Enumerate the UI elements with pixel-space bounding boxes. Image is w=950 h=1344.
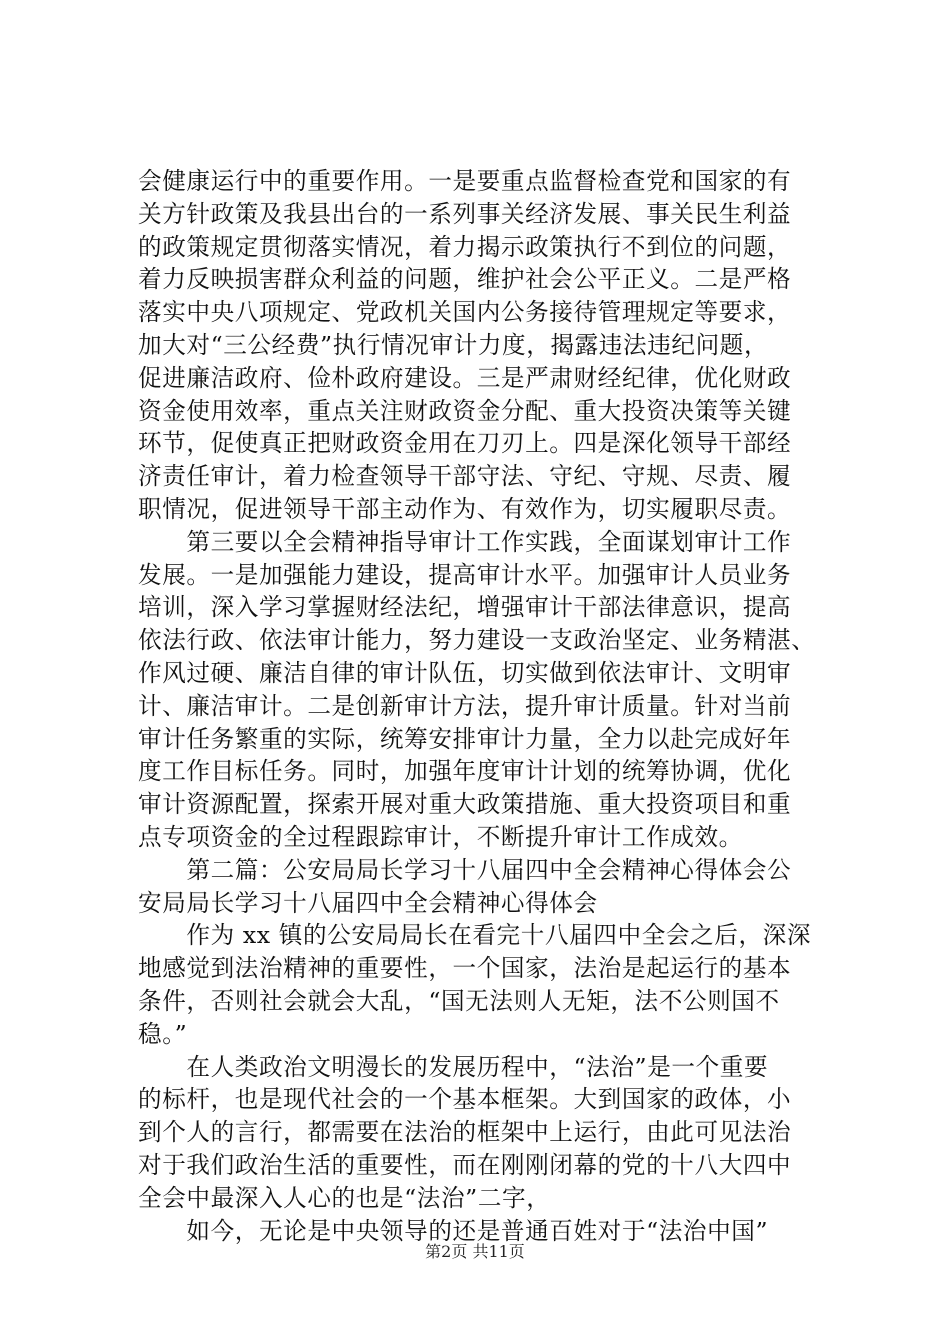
text-line: 促进廉洁政府、俭朴政府建设。三是严肃财经纪律，优化财政 xyxy=(138,363,792,392)
text-line: 加大对“三公经费”执行情况审计力度，揭露违法违纪问题， xyxy=(138,330,769,359)
text-line: 落实中央八项规定、党政机关国内公务接待管理规定等要求， xyxy=(138,298,792,327)
text-line: 度工作目标任务。同时，加强年度审计计划的统筹协调，优化 xyxy=(138,757,792,786)
body-text xyxy=(138,165,818,1247)
text-line: 审计任务繁重的实际，统筹安排审计力量，全力以赴完成好年 xyxy=(138,724,792,753)
section-heading-line: 第二篇：公安局局长学习十八届四中全会精神心得体会公 xyxy=(138,855,792,884)
text-line: 的政策规定贯彻落实情况，着力揭示政策执行不到位的问题， xyxy=(138,232,792,261)
text-line: 培训，深入学习掌握财经法纪，增强审计干部法律意识，提高 xyxy=(138,593,792,622)
page-footer xyxy=(0,1242,950,1262)
text-line: 对于我们政治生活的重要性，而在刚刚闭幕的党的十八大四中 xyxy=(138,1150,792,1179)
paragraph-start-line: 第三要以全会精神指导审计工作实践，全面谋划审计工作 xyxy=(138,527,792,556)
text-line: 资金使用效率，重点关注财政资金分配、重大投资决策等关键 xyxy=(138,396,792,425)
text-line: 会健康运行中的重要作用。一是要重点监督检查党和国家的有 xyxy=(138,167,792,195)
paragraph-start-line: 在人类政治文明漫长的发展历程中，“法治”是一个重要 xyxy=(138,1052,769,1081)
text-line: 环节，促使真正把财政资金用在刀刃上。四是深化领导干部经 xyxy=(138,429,792,458)
paragraph-start-line: 作为 xx 镇的公安局局长在看完十八届四中全会之后，深深 xyxy=(138,921,812,950)
text-line: 职情况，促进领导干部主动作为、有效作为，切实履职尽责。 xyxy=(138,494,792,523)
text-line: 审计资源配置，探索开展对重大政策措施、重大投资项目和重 xyxy=(138,790,792,819)
text-line: 条件，否则社会就会大乱，“国无法则人无矩，法不公则国不 xyxy=(138,986,780,1015)
text-line: 关方针政策及我县出台的一系列事关经济发展、事关民生利益 xyxy=(138,199,792,228)
text-line: 到个人的言行，都需要在法治的框架中上运行，由此可见法治 xyxy=(138,1118,792,1147)
text-line: 发展。一是加强能力建设，提高审计水平。加强审计人员业务 xyxy=(138,560,792,589)
page-number-label: 第2页 共11页 xyxy=(425,1242,525,1261)
paragraph-start-line: 如今，无论是中央领导的还是普通百姓对于“法治中国” xyxy=(138,1216,769,1245)
text-line: 点专项资金的全过程跟踪审计，不断提升审计工作成效。 xyxy=(138,822,743,851)
text-line: 着力反映损害群众利益的问题，维护社会公平正义。二是严格 xyxy=(138,265,792,294)
text-line: 地感觉到法治精神的重要性，一个国家，法治是起运行的基本 xyxy=(138,954,792,983)
text-line: 依法行政、依法审计能力，努力建设一支政治坚定、业务精湛、 xyxy=(138,626,816,655)
text-line: 稳。” xyxy=(138,1019,188,1048)
text-line: 的标杆，也是现代社会的一个基本框架。大到国家的政体，小 xyxy=(138,1085,792,1114)
text-line: 济责任审计，着力检查领导干部守法、守纪、守规、尽责、履 xyxy=(138,462,792,491)
text-line: 作风过硬、廉洁自律的审计队伍，切实做到依法审计、文明审 xyxy=(138,658,792,687)
text-line: 计、廉洁审计。二是创新审计方法，提升审计质量。针对当前 xyxy=(138,691,792,720)
section-heading-line: 安局局长学习十八届四中全会精神心得体会 xyxy=(138,888,598,917)
text-line: 全会中最深入人心的也是“法治”二字， xyxy=(138,1183,551,1212)
